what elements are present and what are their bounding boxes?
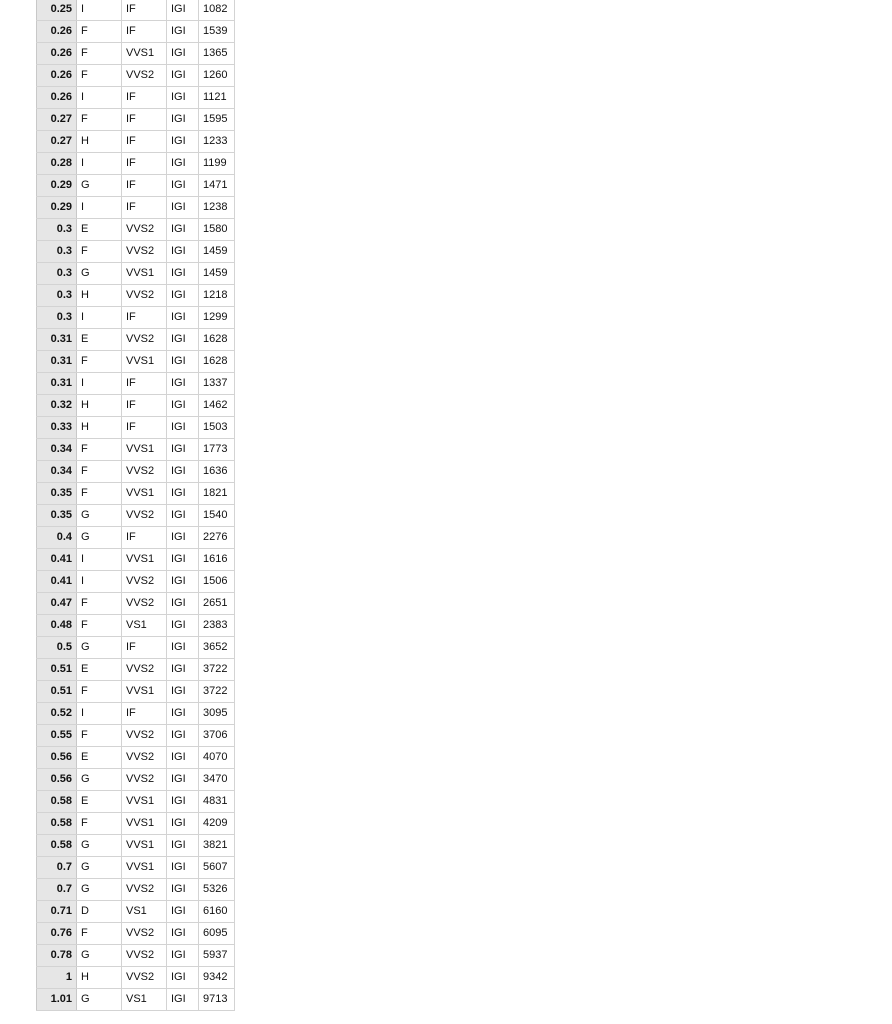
cert-cell[interactable]: IGI xyxy=(167,571,199,593)
color-cell[interactable]: F xyxy=(77,439,122,461)
table-row xyxy=(37,681,235,703)
price-cell[interactable]: 6095 xyxy=(199,923,235,945)
clarity-cell[interactable]: VVS2 xyxy=(122,879,167,901)
price-cell[interactable]: 1539 xyxy=(199,21,235,43)
carat-cell[interactable]: 0.26 xyxy=(37,65,77,87)
clarity-cell[interactable]: VS1 xyxy=(122,989,167,1011)
cert-cell[interactable]: IGI xyxy=(167,769,199,791)
clarity-cell[interactable]: IF xyxy=(122,109,167,131)
carat-cell[interactable]: 0.26 xyxy=(37,43,77,65)
table-row xyxy=(37,87,235,109)
price-cell[interactable]: 1299 xyxy=(199,307,235,329)
clarity-cell[interactable]: VVS1 xyxy=(122,549,167,571)
clarity-cell[interactable]: VVS2 xyxy=(122,505,167,527)
clarity-cell[interactable]: IF xyxy=(122,87,167,109)
price-cell[interactable]: 3652 xyxy=(199,637,235,659)
cert-cell[interactable]: IGI xyxy=(167,65,199,87)
clarity-cell[interactable]: VVS1 xyxy=(122,835,167,857)
table-row xyxy=(37,417,235,439)
table-row xyxy=(37,659,235,681)
clarity-cell[interactable]: VVS1 xyxy=(122,857,167,879)
clarity-cell[interactable]: VVS1 xyxy=(122,43,167,65)
clarity-cell[interactable]: VVS1 xyxy=(122,483,167,505)
table-row xyxy=(37,351,235,373)
price-cell[interactable]: 1503 xyxy=(199,417,235,439)
carat-cell[interactable]: 0.7 xyxy=(37,857,77,879)
color-cell[interactable]: E xyxy=(77,219,122,241)
cert-cell[interactable]: IGI xyxy=(167,0,199,21)
carat-cell[interactable]: 0.41 xyxy=(37,549,77,571)
cert-cell[interactable]: IGI xyxy=(167,263,199,285)
clarity-cell[interactable]: VVS1 xyxy=(122,681,167,703)
price-cell[interactable]: 2276 xyxy=(199,527,235,549)
spreadsheet-table xyxy=(36,0,235,1011)
cert-cell[interactable]: IGI xyxy=(167,549,199,571)
color-cell[interactable]: F xyxy=(77,65,122,87)
cert-cell[interactable]: IGI xyxy=(167,351,199,373)
table-row xyxy=(37,65,235,87)
price-cell[interactable]: 5607 xyxy=(199,857,235,879)
color-cell[interactable]: F xyxy=(77,241,122,263)
table-row xyxy=(37,0,235,21)
price-cell[interactable]: 1233 xyxy=(199,131,235,153)
table-row xyxy=(37,703,235,725)
price-cell[interactable]: 1238 xyxy=(199,197,235,219)
carat-cell[interactable]: 0.51 xyxy=(37,681,77,703)
table-row xyxy=(37,263,235,285)
carat-cell[interactable]: 0.26 xyxy=(37,21,77,43)
cert-cell[interactable]: IGI xyxy=(167,417,199,439)
cert-cell[interactable]: IGI xyxy=(167,175,199,197)
price-cell[interactable]: 3722 xyxy=(199,681,235,703)
table-row xyxy=(37,791,235,813)
price-cell[interactable]: 1471 xyxy=(199,175,235,197)
price-cell[interactable]: 1628 xyxy=(199,329,235,351)
carat-cell[interactable]: 0.26 xyxy=(37,87,77,109)
price-cell[interactable]: 9342 xyxy=(199,967,235,989)
price-cell[interactable]: 3706 xyxy=(199,725,235,747)
color-cell[interactable]: I xyxy=(77,549,122,571)
color-cell[interactable]: I xyxy=(77,307,122,329)
table-row xyxy=(37,483,235,505)
color-cell[interactable]: H xyxy=(77,131,122,153)
price-cell[interactable]: 3095 xyxy=(199,703,235,725)
color-cell[interactable]: G xyxy=(77,505,122,527)
cert-cell[interactable]: IGI xyxy=(167,373,199,395)
color-cell[interactable]: G xyxy=(77,769,122,791)
clarity-cell[interactable]: IF xyxy=(122,21,167,43)
table-row xyxy=(37,373,235,395)
clarity-cell[interactable]: IF xyxy=(122,131,167,153)
color-cell[interactable]: G xyxy=(77,879,122,901)
carat-cell[interactable]: 0.55 xyxy=(37,725,77,747)
carat-cell[interactable]: 0.34 xyxy=(37,461,77,483)
color-cell[interactable]: F xyxy=(77,923,122,945)
table-row xyxy=(37,593,235,615)
color-cell[interactable]: E xyxy=(77,747,122,769)
table-row xyxy=(37,571,235,593)
carat-cell[interactable]: 1 xyxy=(37,967,77,989)
price-cell[interactable]: 1459 xyxy=(199,263,235,285)
color-cell[interactable]: G xyxy=(77,945,122,967)
clarity-cell[interactable]: IF xyxy=(122,197,167,219)
cert-cell[interactable]: IGI xyxy=(167,219,199,241)
table-body xyxy=(37,0,235,1011)
clarity-cell[interactable]: VVS2 xyxy=(122,65,167,87)
color-cell[interactable]: G xyxy=(77,527,122,549)
price-cell[interactable]: 1636 xyxy=(199,461,235,483)
color-cell[interactable]: F xyxy=(77,109,122,131)
price-cell[interactable]: 5326 xyxy=(199,879,235,901)
cert-cell[interactable]: IGI xyxy=(167,153,199,175)
clarity-cell[interactable]: VVS2 xyxy=(122,241,167,263)
price-cell[interactable]: 6160 xyxy=(199,901,235,923)
color-cell[interactable]: G xyxy=(77,835,122,857)
cert-cell[interactable]: IGI xyxy=(167,109,199,131)
clarity-cell[interactable]: VVS2 xyxy=(122,659,167,681)
cert-cell[interactable]: IGI xyxy=(167,241,199,263)
clarity-cell[interactable]: IF xyxy=(122,637,167,659)
table-row xyxy=(37,527,235,549)
carat-cell[interactable]: 0.31 xyxy=(37,351,77,373)
table-row xyxy=(37,725,235,747)
price-cell[interactable]: 1540 xyxy=(199,505,235,527)
price-cell[interactable]: 4831 xyxy=(199,791,235,813)
price-cell[interactable]: 1821 xyxy=(199,483,235,505)
price-cell[interactable]: 1260 xyxy=(199,65,235,87)
price-cell[interactable]: 9713 xyxy=(199,989,235,1011)
color-cell[interactable]: I xyxy=(77,373,122,395)
price-cell[interactable]: 2651 xyxy=(199,593,235,615)
clarity-cell[interactable]: VS1 xyxy=(122,615,167,637)
color-cell[interactable]: I xyxy=(77,153,122,175)
price-cell[interactable]: 1199 xyxy=(199,153,235,175)
clarity-cell[interactable]: VVS1 xyxy=(122,263,167,285)
table-row xyxy=(37,835,235,857)
price-cell[interactable]: 4070 xyxy=(199,747,235,769)
carat-cell[interactable]: 0.29 xyxy=(37,175,77,197)
color-cell[interactable]: F xyxy=(77,21,122,43)
price-cell[interactable]: 1462 xyxy=(199,395,235,417)
color-cell[interactable]: G xyxy=(77,989,122,1011)
cert-cell[interactable]: IGI xyxy=(167,483,199,505)
cert-cell[interactable]: IGI xyxy=(167,747,199,769)
carat-cell[interactable]: 0.52 xyxy=(37,703,77,725)
color-cell[interactable]: F xyxy=(77,593,122,615)
clarity-cell[interactable]: VVS1 xyxy=(122,439,167,461)
color-cell[interactable]: E xyxy=(77,791,122,813)
clarity-cell[interactable]: IF xyxy=(122,153,167,175)
color-cell[interactable]: I xyxy=(77,571,122,593)
clarity-cell[interactable]: VVS2 xyxy=(122,769,167,791)
carat-cell[interactable]: 0.3 xyxy=(37,263,77,285)
cert-cell[interactable]: IGI xyxy=(167,901,199,923)
color-cell[interactable]: F xyxy=(77,43,122,65)
carat-cell[interactable]: 0.41 xyxy=(37,571,77,593)
cert-cell[interactable]: IGI xyxy=(167,813,199,835)
table-row xyxy=(37,43,235,65)
table-row xyxy=(37,461,235,483)
cert-cell[interactable]: IGI xyxy=(167,659,199,681)
table-row xyxy=(37,109,235,131)
carat-cell[interactable]: 0.5 xyxy=(37,637,77,659)
carat-cell[interactable]: 0.56 xyxy=(37,747,77,769)
carat-cell[interactable]: 0.58 xyxy=(37,835,77,857)
cert-cell[interactable]: IGI xyxy=(167,505,199,527)
cert-cell[interactable]: IGI xyxy=(167,285,199,307)
table-row xyxy=(37,505,235,527)
clarity-cell[interactable]: VVS2 xyxy=(122,967,167,989)
color-cell[interactable]: E xyxy=(77,329,122,351)
price-cell[interactable]: 1082 xyxy=(199,0,235,21)
carat-cell[interactable]: 0.29 xyxy=(37,197,77,219)
price-cell[interactable]: 1616 xyxy=(199,549,235,571)
carat-cell[interactable]: 0.31 xyxy=(37,373,77,395)
price-cell[interactable]: 5937 xyxy=(199,945,235,967)
clarity-cell[interactable]: IF xyxy=(122,417,167,439)
carat-cell[interactable]: 0.3 xyxy=(37,285,77,307)
table-row xyxy=(37,197,235,219)
table-row xyxy=(37,329,235,351)
color-cell[interactable]: H xyxy=(77,967,122,989)
carat-cell[interactable]: 0.35 xyxy=(37,505,77,527)
cert-cell[interactable]: IGI xyxy=(167,43,199,65)
cert-cell[interactable]: IGI xyxy=(167,131,199,153)
price-cell[interactable]: 3470 xyxy=(199,769,235,791)
color-cell[interactable]: G xyxy=(77,263,122,285)
table-row xyxy=(37,131,235,153)
color-cell[interactable]: D xyxy=(77,901,122,923)
carat-cell[interactable]: 0.51 xyxy=(37,659,77,681)
color-cell[interactable]: F xyxy=(77,813,122,835)
price-cell[interactable]: 1580 xyxy=(199,219,235,241)
carat-cell[interactable]: 0.27 xyxy=(37,131,77,153)
clarity-cell[interactable]: IF xyxy=(122,307,167,329)
table-row xyxy=(37,637,235,659)
cert-cell[interactable]: IGI xyxy=(167,527,199,549)
carat-cell[interactable]: 0.56 xyxy=(37,769,77,791)
color-cell[interactable]: F xyxy=(77,615,122,637)
carat-cell[interactable]: 0.25 xyxy=(37,0,77,21)
table-row xyxy=(37,769,235,791)
cert-cell[interactable]: IGI xyxy=(167,879,199,901)
carat-cell[interactable]: 0.78 xyxy=(37,945,77,967)
carat-cell[interactable]: 0.33 xyxy=(37,417,77,439)
clarity-cell[interactable]: IF xyxy=(122,0,167,21)
cert-cell[interactable]: IGI xyxy=(167,439,199,461)
price-cell[interactable]: 1773 xyxy=(199,439,235,461)
carat-cell[interactable]: 0.28 xyxy=(37,153,77,175)
color-cell[interactable]: I xyxy=(77,87,122,109)
cert-cell[interactable]: IGI xyxy=(167,989,199,1011)
color-cell[interactable]: F xyxy=(77,483,122,505)
cert-cell[interactable]: IGI xyxy=(167,637,199,659)
price-cell[interactable]: 1459 xyxy=(199,241,235,263)
clarity-cell[interactable]: VVS2 xyxy=(122,329,167,351)
table-row xyxy=(37,307,235,329)
table-row xyxy=(37,241,235,263)
table-row xyxy=(37,945,235,967)
price-cell[interactable]: 1365 xyxy=(199,43,235,65)
cert-cell[interactable]: IGI xyxy=(167,791,199,813)
clarity-cell[interactable]: IF xyxy=(122,175,167,197)
clarity-cell[interactable]: IF xyxy=(122,395,167,417)
color-cell[interactable]: H xyxy=(77,417,122,439)
carat-cell[interactable]: 0.32 xyxy=(37,395,77,417)
cert-cell[interactable]: IGI xyxy=(167,593,199,615)
cert-cell[interactable]: IGI xyxy=(167,725,199,747)
carat-cell[interactable]: 0.34 xyxy=(37,439,77,461)
cert-cell[interactable]: IGI xyxy=(167,967,199,989)
cert-cell[interactable]: IGI xyxy=(167,615,199,637)
table-row xyxy=(37,439,235,461)
cert-cell[interactable]: IGI xyxy=(167,703,199,725)
clarity-cell[interactable]: IF xyxy=(122,527,167,549)
clarity-cell[interactable]: IF xyxy=(122,703,167,725)
carat-cell[interactable]: 0.3 xyxy=(37,241,77,263)
color-cell[interactable]: F xyxy=(77,725,122,747)
carat-cell[interactable]: 0.7 xyxy=(37,879,77,901)
price-cell[interactable]: 1506 xyxy=(199,571,235,593)
table-row xyxy=(37,549,235,571)
cert-cell[interactable]: IGI xyxy=(167,329,199,351)
table-row xyxy=(37,813,235,835)
clarity-cell[interactable]: VVS2 xyxy=(122,747,167,769)
carat-cell[interactable]: 1.01 xyxy=(37,989,77,1011)
clarity-cell[interactable]: VVS1 xyxy=(122,791,167,813)
clarity-cell[interactable]: VVS2 xyxy=(122,923,167,945)
carat-cell[interactable]: 0.27 xyxy=(37,109,77,131)
color-cell[interactable]: F xyxy=(77,351,122,373)
table-row xyxy=(37,989,235,1011)
cert-cell[interactable]: IGI xyxy=(167,945,199,967)
table-row xyxy=(37,219,235,241)
carat-cell[interactable]: 0.47 xyxy=(37,593,77,615)
carat-cell[interactable]: 0.58 xyxy=(37,791,77,813)
table-row xyxy=(37,175,235,197)
carat-cell[interactable]: 0.76 xyxy=(37,923,77,945)
clarity-cell[interactable]: VVS1 xyxy=(122,813,167,835)
color-cell[interactable]: F xyxy=(77,681,122,703)
carat-cell[interactable]: 0.71 xyxy=(37,901,77,923)
color-cell[interactable]: I xyxy=(77,703,122,725)
clarity-cell[interactable]: IF xyxy=(122,373,167,395)
price-cell[interactable]: 1628 xyxy=(199,351,235,373)
color-cell[interactable]: H xyxy=(77,285,122,307)
color-cell[interactable]: G xyxy=(77,637,122,659)
color-cell[interactable]: I xyxy=(77,0,122,21)
carat-cell[interactable]: 0.4 xyxy=(37,527,77,549)
price-cell[interactable]: 1595 xyxy=(199,109,235,131)
clarity-cell[interactable]: VVS2 xyxy=(122,571,167,593)
cert-cell[interactable]: IGI xyxy=(167,21,199,43)
price-cell[interactable]: 1218 xyxy=(199,285,235,307)
clarity-cell[interactable]: VS1 xyxy=(122,901,167,923)
price-cell[interactable]: 1337 xyxy=(199,373,235,395)
clarity-cell[interactable]: VVS2 xyxy=(122,593,167,615)
carat-cell[interactable]: 0.48 xyxy=(37,615,77,637)
table-row xyxy=(37,285,235,307)
cert-cell[interactable]: IGI xyxy=(167,835,199,857)
table-row xyxy=(37,879,235,901)
clarity-cell[interactable]: VVS1 xyxy=(122,351,167,373)
cert-cell[interactable]: IGI xyxy=(167,307,199,329)
color-cell[interactable]: G xyxy=(77,857,122,879)
clarity-cell[interactable]: VVS2 xyxy=(122,725,167,747)
clarity-cell[interactable]: VVS2 xyxy=(122,219,167,241)
cert-cell[interactable]: IGI xyxy=(167,395,199,417)
table-row xyxy=(37,967,235,989)
price-cell[interactable]: 4209 xyxy=(199,813,235,835)
clarity-cell[interactable]: VVS2 xyxy=(122,285,167,307)
carat-cell[interactable]: 0.35 xyxy=(37,483,77,505)
clarity-cell[interactable]: VVS2 xyxy=(122,461,167,483)
price-cell[interactable]: 2383 xyxy=(199,615,235,637)
color-cell[interactable]: G xyxy=(77,175,122,197)
carat-cell[interactable]: 0.3 xyxy=(37,219,77,241)
price-cell[interactable]: 3722 xyxy=(199,659,235,681)
cert-cell[interactable]: IGI xyxy=(167,87,199,109)
table-row xyxy=(37,153,235,175)
cert-cell[interactable]: IGI xyxy=(167,681,199,703)
cert-cell[interactable]: IGI xyxy=(167,197,199,219)
price-cell[interactable]: 1121 xyxy=(199,87,235,109)
table-row xyxy=(37,857,235,879)
table-row xyxy=(37,21,235,43)
table-row xyxy=(37,901,235,923)
carat-cell[interactable]: 0.58 xyxy=(37,813,77,835)
table-row xyxy=(37,395,235,417)
cert-cell[interactable]: IGI xyxy=(167,857,199,879)
table-row xyxy=(37,747,235,769)
carat-cell[interactable]: 0.3 xyxy=(37,307,77,329)
table-row xyxy=(37,615,235,637)
color-cell[interactable]: I xyxy=(77,197,122,219)
color-cell[interactable]: F xyxy=(77,461,122,483)
cert-cell[interactable]: IGI xyxy=(167,923,199,945)
price-cell[interactable]: 3821 xyxy=(199,835,235,857)
table-row xyxy=(37,923,235,945)
color-cell[interactable]: H xyxy=(77,395,122,417)
color-cell[interactable]: E xyxy=(77,659,122,681)
carat-cell[interactable]: 0.31 xyxy=(37,329,77,351)
cert-cell[interactable]: IGI xyxy=(167,461,199,483)
clarity-cell[interactable]: VVS2 xyxy=(122,945,167,967)
